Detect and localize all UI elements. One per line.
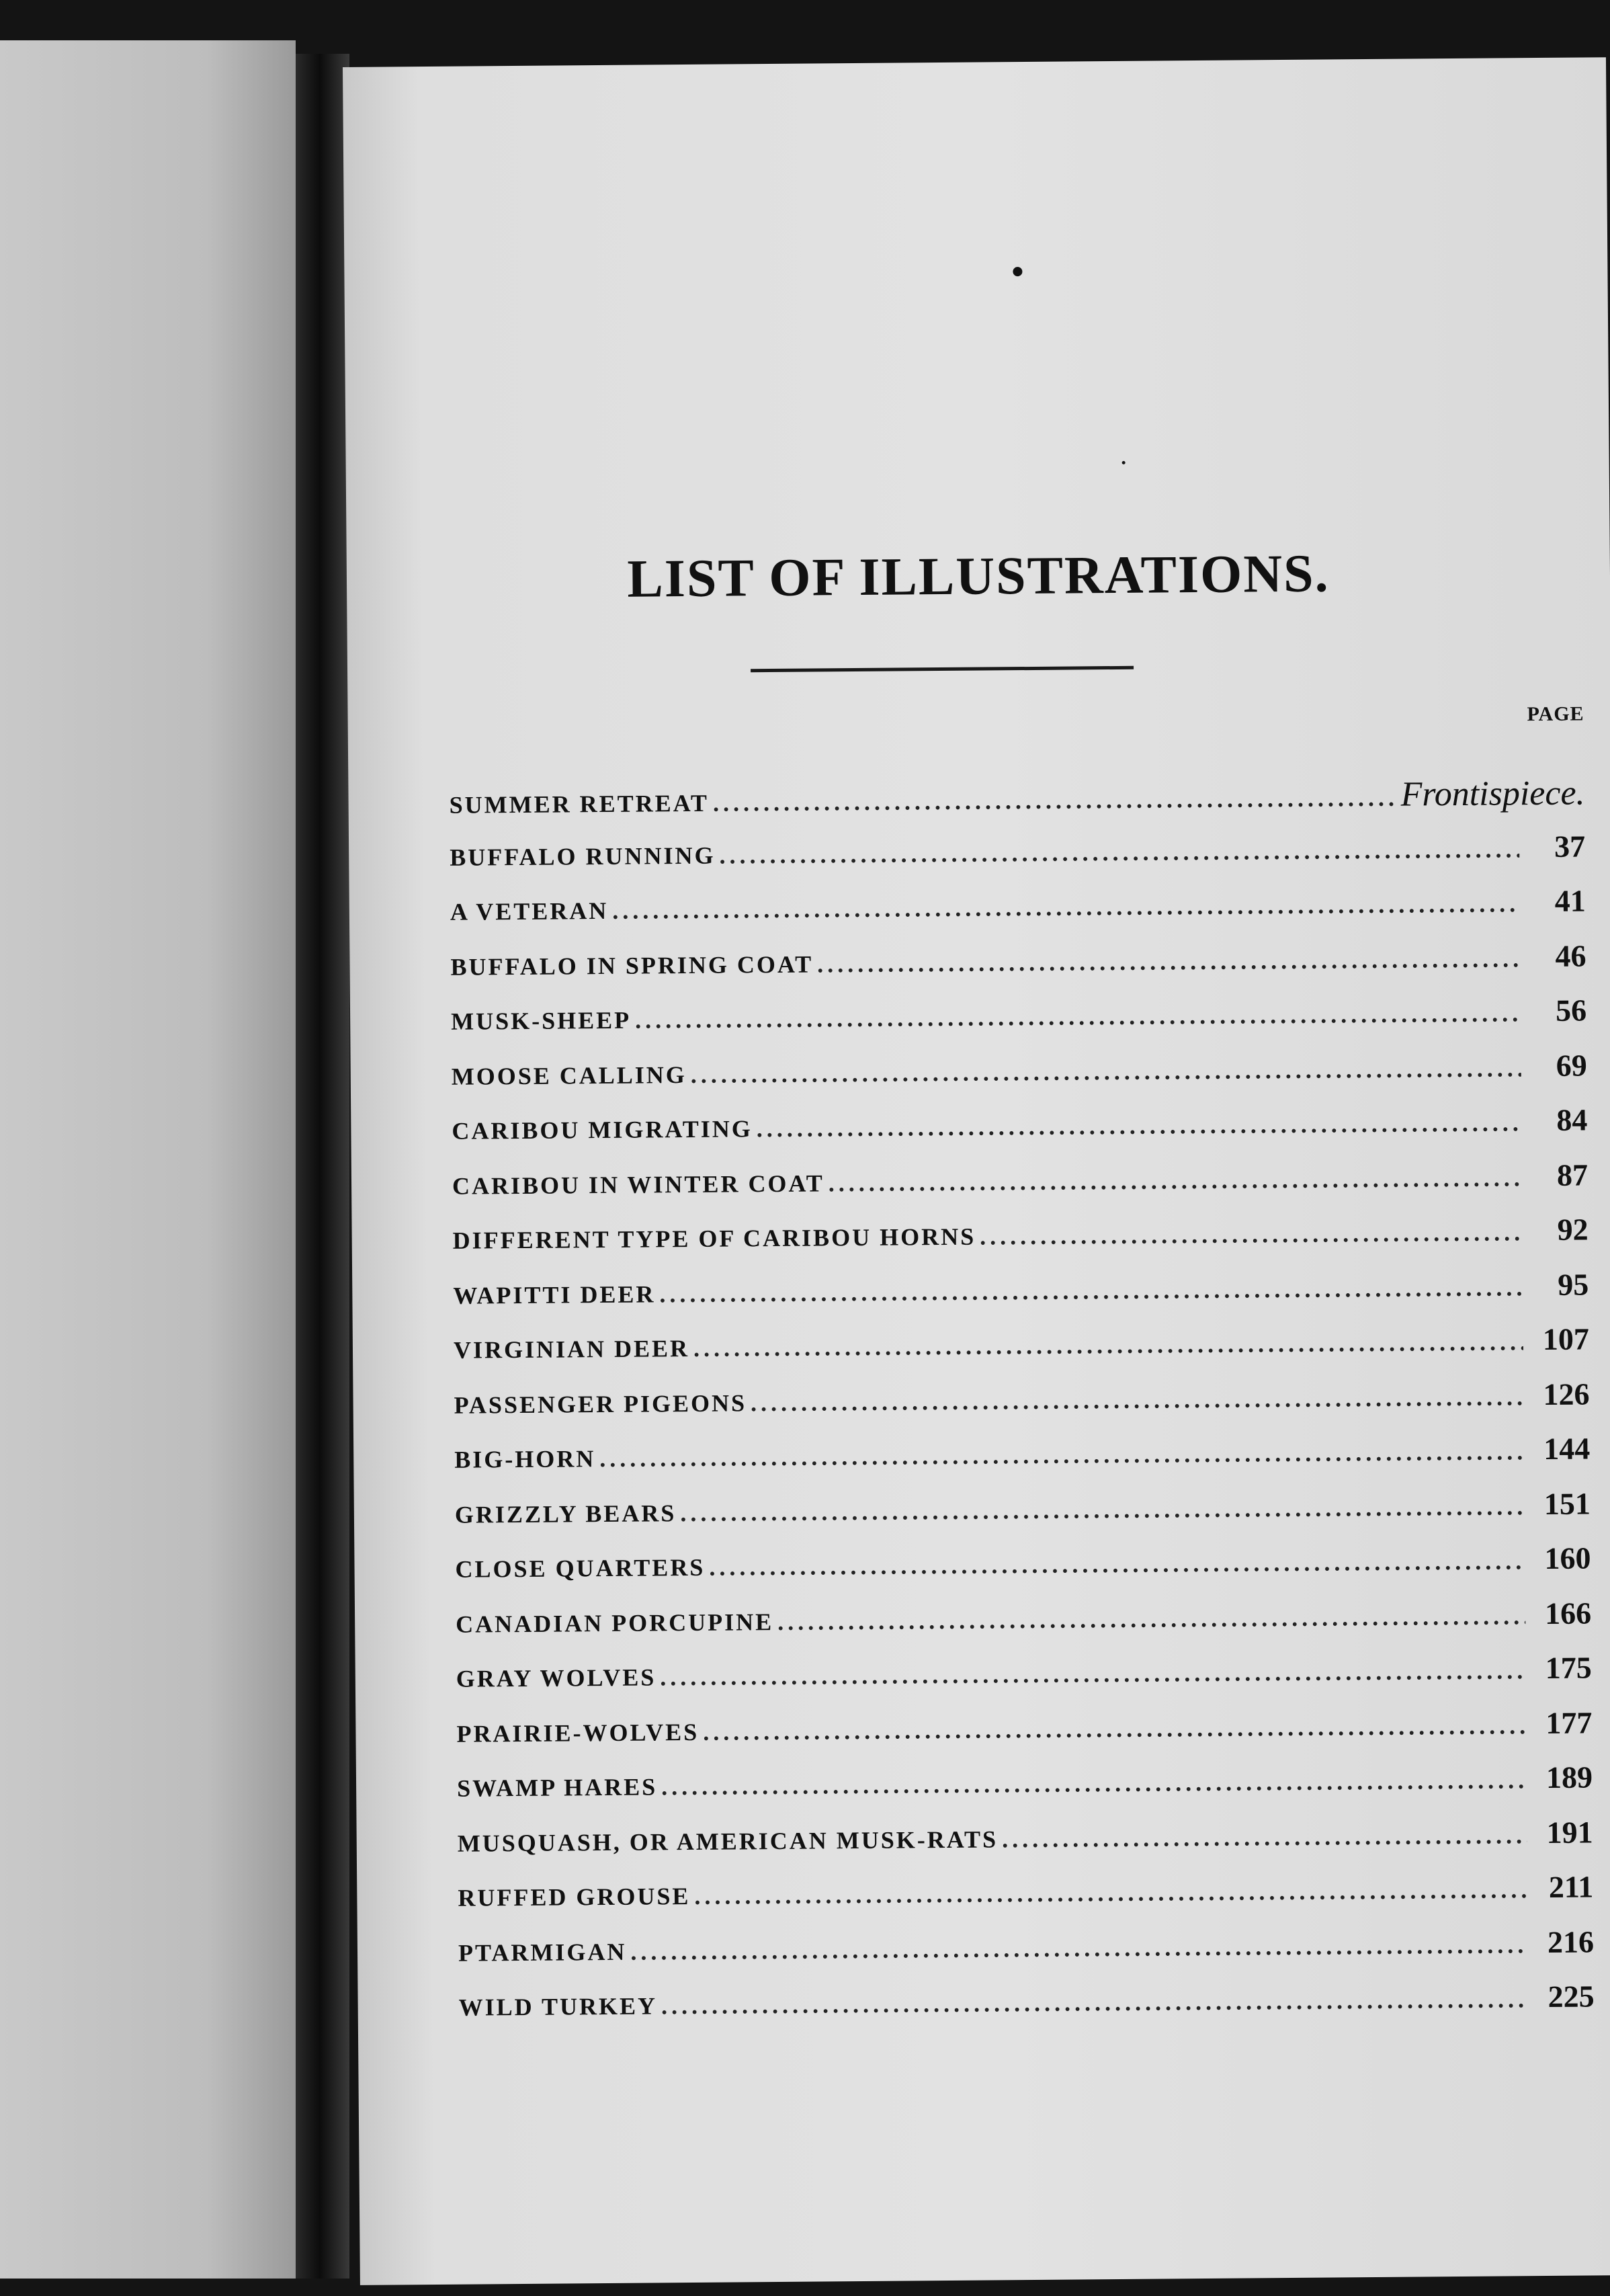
page-number: 160 — [1544, 1541, 1591, 1576]
illustration-title: A VETERAN — [450, 897, 609, 926]
dot-leader — [980, 1218, 1523, 1250]
page-number: 84 — [1556, 1102, 1588, 1137]
list-item — [452, 1157, 1588, 1221]
page-number: 41 — [1554, 883, 1586, 918]
page-number: 225 — [1548, 1979, 1595, 2014]
dot-leader — [612, 889, 1520, 925]
dot-leader — [659, 1273, 1523, 1308]
illustration-title: DIFFERENT TYPE OF CARIBOU HORNS — [452, 1223, 976, 1254]
page-number: 126 — [1543, 1376, 1590, 1411]
list-item — [458, 1869, 1594, 1932]
page-number: 69 — [1556, 1048, 1587, 1083]
dot-leader — [680, 1492, 1525, 1527]
illustration-title: RUFFED GROUSE — [458, 1883, 691, 1912]
page-number: Frontispiece. — [1400, 774, 1585, 814]
list-item — [452, 1102, 1588, 1166]
illustration-title: VIRGINIAN DEER — [453, 1335, 690, 1364]
illustration-title: PRAIRIE-WOLVES — [456, 1718, 700, 1748]
list-item — [456, 1595, 1592, 1659]
illustration-title: WILD TURKEY — [458, 1992, 658, 2021]
ink-speck — [1122, 461, 1126, 464]
list-item — [452, 1211, 1588, 1275]
page-column-label: PAGE — [1527, 702, 1584, 726]
illustration-title: GRAY WOLVES — [456, 1664, 656, 1692]
book-gutter — [296, 54, 349, 2279]
list-item — [451, 993, 1587, 1057]
list-item — [453, 1266, 1589, 1330]
list-item — [454, 1376, 1590, 1440]
page-number: 107 — [1542, 1321, 1590, 1357]
dot-leader — [817, 944, 1521, 978]
dot-leader — [635, 999, 1521, 1034]
page-number: 177 — [1545, 1705, 1593, 1740]
list-item — [456, 1705, 1593, 1768]
left-page — [0, 40, 296, 2279]
dot-leader — [777, 1602, 1525, 1636]
illustration-title: MOOSE CALLING — [451, 1061, 687, 1090]
illustration-title: CARIBOU IN WINTER COAT — [452, 1169, 824, 1200]
dot-leader — [599, 1437, 1524, 1473]
illustration-title: GRIZZLY BEARS — [454, 1499, 677, 1528]
page-number: 191 — [1546, 1814, 1593, 1850]
illustration-title: WAPITTI DEER — [453, 1280, 656, 1309]
illustration-title: CANADIAN PORCUPINE — [456, 1608, 774, 1638]
illustration-title: PTARMIGAN — [458, 1938, 627, 1967]
ink-speck — [1013, 267, 1022, 276]
dot-leader — [709, 1547, 1525, 1582]
illustration-title: SWAMP HARES — [456, 1773, 658, 1802]
list-item — [458, 1924, 1595, 1987]
illustration-title: BUFFALO RUNNING — [450, 842, 716, 871]
dot-leader — [703, 1711, 1527, 1746]
right-page — [343, 57, 1610, 2285]
illustration-title: MUSK-SHEEP — [450, 1006, 632, 1035]
page-number: 166 — [1544, 1595, 1592, 1631]
page-number: 95 — [1558, 1266, 1589, 1302]
page-number: 211 — [1548, 1869, 1594, 1904]
dot-leader — [751, 1383, 1524, 1417]
dot-leader — [829, 1163, 1523, 1197]
page-number: 216 — [1547, 1924, 1595, 1959]
dot-leader — [691, 1054, 1521, 1089]
list-item — [450, 938, 1586, 1001]
list-item — [457, 1759, 1593, 1823]
page-number: 46 — [1555, 938, 1586, 973]
illustration-title: CLOSE QUARTERS — [455, 1553, 706, 1583]
page-number: 92 — [1557, 1212, 1588, 1247]
dot-leader — [757, 1108, 1522, 1143]
dot-leader — [1002, 1821, 1527, 1853]
list-item — [450, 828, 1586, 892]
title-rule — [751, 666, 1134, 672]
page-number: 56 — [1555, 993, 1587, 1028]
dot-leader — [660, 1656, 1526, 1691]
page-number: 175 — [1545, 1650, 1592, 1686]
dot-leader — [713, 784, 1396, 817]
dot-leader — [694, 1875, 1527, 1910]
dot-leader — [661, 1985, 1529, 2020]
list-item — [450, 883, 1586, 947]
illustration-title: BUFFALO IN SPRING COAT — [450, 950, 814, 981]
list-item — [454, 1321, 1590, 1385]
list-item — [454, 1430, 1591, 1494]
dot-leader — [661, 1766, 1527, 1801]
page-number: 189 — [1545, 1760, 1593, 1795]
illustration-title: CARIBOU MIGRATING — [452, 1115, 753, 1145]
list-item — [455, 1540, 1591, 1604]
illustration-title: BIG-HORN — [454, 1445, 596, 1473]
page-number: 151 — [1543, 1485, 1591, 1521]
page-number: 87 — [1556, 1157, 1588, 1192]
page-number: 37 — [1554, 829, 1586, 864]
list-item — [452, 1047, 1588, 1111]
page-title: LIST OF ILLUSTRATIONS. — [627, 544, 1330, 609]
dot-leader — [719, 835, 1519, 869]
list-item — [455, 1485, 1591, 1549]
list-item — [458, 1814, 1594, 1878]
list-item — [456, 1649, 1593, 1713]
dot-leader — [693, 1327, 1523, 1362]
page-number: 144 — [1543, 1431, 1591, 1467]
list-item — [449, 774, 1585, 837]
illustration-title: MUSQUASH, OR AMERICAN MUSK-RATS — [457, 1825, 999, 1857]
illustrations-list — [449, 774, 1595, 2043]
illustration-title: PASSENGER PIGEONS — [454, 1389, 747, 1419]
illustration-title: SUMMER RETREAT — [449, 789, 710, 819]
dot-leader — [630, 1930, 1528, 1965]
list-item — [458, 1978, 1595, 2042]
